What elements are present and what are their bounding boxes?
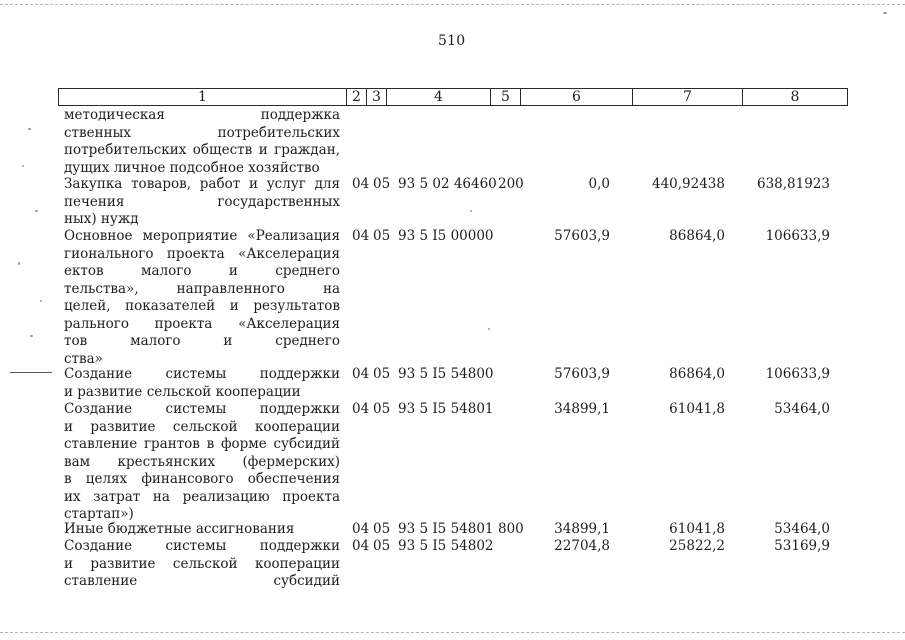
table-header <box>58 88 848 106</box>
subsection-code: 05 <box>373 366 391 382</box>
amount-col-6: 22704,8 <box>554 538 610 554</box>
scan-mark <box>10 372 52 373</box>
header-col-8: 8 <box>790 89 800 105</box>
amount-col-7: 86864,0 <box>669 366 725 382</box>
table-row-description <box>64 107 340 177</box>
description-line: потребительских обществ и граждан, <box>64 142 340 158</box>
description-line: гионального проекта «Акселерация <box>64 245 340 262</box>
description-line: Закупка товаров, работ и услуг для <box>64 176 340 192</box>
description-line: ственных потребительских <box>64 124 340 141</box>
description-line: Создание системы поддержки <box>64 538 340 554</box>
page-number: 510 <box>438 33 466 49</box>
description-line: ных) нужд <box>64 211 139 227</box>
description-line: Создание системы поддержки <box>64 366 340 382</box>
description-line: стартап») <box>64 506 134 522</box>
subsection-code: 05 <box>373 521 391 537</box>
section-code: 04 <box>352 538 370 554</box>
section-code: 04 <box>352 366 370 382</box>
description-line: ставление субсидий <box>64 573 340 589</box>
scan-speck <box>18 262 20 265</box>
header-col-7: 7 <box>633 89 743 105</box>
subsection-code: 05 <box>373 401 391 417</box>
description-line: ства» <box>64 350 103 367</box>
description-line: тов малого и среднего <box>64 333 340 349</box>
target-item-code: 93 5 I5 00000 <box>398 228 494 244</box>
scan-edge-bottom <box>0 632 905 633</box>
scan-speck <box>35 210 38 212</box>
subsection-code: 05 <box>373 228 391 244</box>
amount-col-7: 25822,2 <box>669 538 725 554</box>
header-col-3: 3 <box>367 89 387 105</box>
amount-col-7: 86864,0 <box>669 228 725 244</box>
table-row-description <box>64 538 340 591</box>
amount-col-7: 440,92438 <box>651 176 725 192</box>
amount-col-8: 638,81923 <box>756 176 830 192</box>
description-line: дущих личное подсобное хозяйство <box>64 159 320 176</box>
scan-speck <box>28 128 31 130</box>
target-item-code: 93 5 I5 54802 <box>398 538 494 554</box>
header-col-5: 5 <box>491 89 521 105</box>
section-code: 04 <box>352 228 370 244</box>
description-line: ставление грантов в форме субсидий <box>64 436 340 452</box>
header-col-4: 4 <box>387 89 491 105</box>
amount-col-6: 57603,9 <box>554 228 610 244</box>
description-line: и развитие сельской кооперации <box>64 418 340 435</box>
scan-speck <box>883 12 887 14</box>
scan-speck <box>470 210 472 212</box>
description-line: целей, показателей и результатов <box>64 298 340 314</box>
subsection-code: 05 <box>373 176 391 192</box>
description-line: и развитие сельской кооперации <box>64 383 301 400</box>
description-line: ектов малого и среднего <box>64 263 340 279</box>
subsection-code: 05 <box>373 538 391 554</box>
description-line: печения государственных <box>64 193 340 210</box>
description-line: тельства», направленного на <box>64 280 340 297</box>
header-col-1: 1 <box>59 89 347 105</box>
scan-speck <box>488 328 490 330</box>
scan-speck <box>22 165 24 167</box>
target-item-code: 93 5 I5 54801 <box>398 401 494 417</box>
section-code: 04 <box>352 521 370 537</box>
description-line: в целях финансового обеспечения <box>64 471 340 487</box>
table-row-description <box>64 521 340 539</box>
amount-col-8: 106633,9 <box>765 228 830 244</box>
scan-speck <box>40 300 42 302</box>
header-col-2: 2 <box>347 89 367 105</box>
description-line: Основное мероприятие «Реализация <box>64 228 340 244</box>
description-line: Создание системы поддержки <box>64 401 340 417</box>
table-row-description <box>64 176 340 229</box>
description-line: методическая поддержка <box>64 107 340 123</box>
amount-col-8: 53464,0 <box>774 401 830 417</box>
description-line: вам крестьянских (фермерских) <box>64 453 340 470</box>
header-col-6: 6 <box>521 89 633 105</box>
section-code: 04 <box>352 176 370 192</box>
target-item-code: 93 5 I5 54800 <box>398 366 494 382</box>
expense-type-code: 800 <box>498 521 524 537</box>
amount-col-7: 61041,8 <box>669 401 725 417</box>
scan-speck <box>30 335 33 337</box>
amount-col-8: 53169,9 <box>774 538 830 554</box>
table-row-description <box>64 228 340 368</box>
table-row-description <box>64 366 340 401</box>
description-line: рального проекта «Акселерация <box>64 315 340 332</box>
amount-col-8: 53464,0 <box>774 521 830 537</box>
target-item-code: 93 5 I5 54801 <box>398 521 494 537</box>
amount-col-6: 0,0 <box>588 176 610 192</box>
amount-col-8: 106633,9 <box>765 366 830 382</box>
description-line: и развитие сельской кооперации <box>64 555 340 572</box>
amount-col-6: 34899,1 <box>554 401 610 417</box>
amount-col-6: 57603,9 <box>554 366 610 382</box>
target-item-code: 93 5 02 46460 <box>398 176 497 192</box>
description-line: Иные бюджетные ассигнования <box>64 521 295 537</box>
description-line: их затрат на реализацию проекта <box>64 488 340 505</box>
section-code: 04 <box>352 401 370 417</box>
expense-type-code: 200 <box>498 176 524 192</box>
table-row-description <box>64 401 340 524</box>
scan-edge-top <box>0 4 905 5</box>
amount-col-7: 61041,8 <box>669 521 725 537</box>
amount-col-6: 34899,1 <box>554 521 610 537</box>
